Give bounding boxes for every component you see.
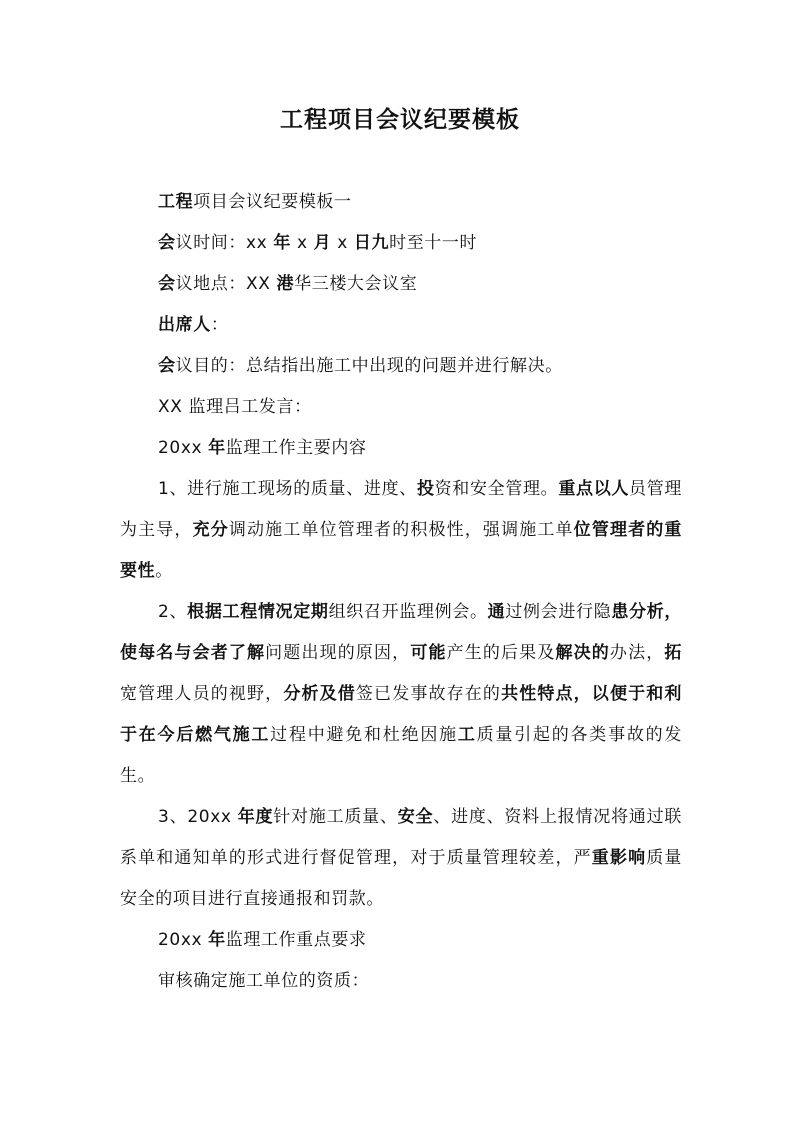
- text-run: 投: [416, 479, 435, 499]
- paragraph-item-1: [120, 469, 682, 592]
- text-run: ：: [210, 315, 229, 335]
- text-run: 年: [208, 438, 226, 458]
- document-body: [120, 182, 682, 1002]
- paragraph-template-name: [120, 182, 682, 223]
- document-title: 工程项目会议纪要模板: [280, 107, 520, 133]
- text-run: 通: [487, 602, 506, 622]
- text-run: 年: [208, 930, 226, 950]
- text-run: XX 监理吕工发言：: [158, 397, 312, 417]
- text-run: 议地点：XX: [175, 274, 277, 294]
- paragraph-meeting-location: [120, 264, 682, 305]
- text-run: 调动施工单位管理者的积极性，强调施工单: [228, 520, 574, 540]
- text-run: 办法，: [609, 643, 665, 663]
- text-run: 2、: [158, 602, 188, 622]
- paragraph-meeting-time: [120, 223, 682, 264]
- text-run: 会: [158, 356, 176, 376]
- text-run: 工程: [158, 192, 194, 212]
- paragraph-main-content-heading: [120, 428, 682, 469]
- text-run: 。: [155, 561, 173, 581]
- text-run: 、进度、资料上报情况将通过联系单和通知单的形式进行督促管理，对于质量管理较差，严: [120, 807, 683, 868]
- paragraph-speaker: [120, 387, 682, 428]
- text-run: 签已发事故存在的: [355, 684, 502, 704]
- text-run: 共性特点，以便于和利于在今后燃气施工: [120, 684, 682, 745]
- paragraph-key-requirements-heading: [120, 920, 682, 961]
- text-run: 年度: [237, 807, 274, 827]
- text-run: 解决的: [555, 643, 610, 663]
- text-run: 安全: [397, 807, 434, 827]
- text-run: 宽管理人员的视野，: [120, 684, 284, 704]
- text-run: 会: [158, 233, 176, 253]
- text-run: 重影响: [591, 848, 647, 868]
- text-run: 问题出现的原因，: [265, 643, 411, 663]
- text-run: 拓: [664, 643, 682, 663]
- paragraph-item-2: [120, 592, 682, 797]
- text-run: 患分析，使每名与会者了解: [120, 602, 682, 663]
- text-run: 日九: [353, 233, 390, 253]
- text-run: 1、进行施工现场的质量、进度、: [158, 479, 417, 499]
- paragraph-meeting-purpose: [120, 346, 682, 387]
- text-run: 年: [273, 233, 291, 253]
- text-run: 位管理者的重要性: [120, 520, 683, 581]
- text-run: 时至十一时: [389, 233, 478, 253]
- text-run: 质量引起的各类事故的发生。: [120, 725, 682, 786]
- text-run: 20xx: [158, 930, 209, 950]
- text-run: 分析及借: [283, 684, 356, 704]
- text-run: 过程中避免和杜绝因施: [270, 725, 458, 745]
- text-run: 港: [276, 274, 295, 294]
- text-run: 员管理为主导，: [120, 479, 682, 540]
- text-run: 过例会进行隐: [505, 602, 612, 622]
- text-run: 重点以人: [558, 479, 630, 499]
- paragraph-qualification-review: [120, 961, 682, 1002]
- text-run: 项目会议纪要模板一: [193, 192, 352, 212]
- text-run: 针对施工质量、: [273, 807, 398, 827]
- text-run: 可能: [410, 643, 447, 663]
- text-run: 根据工程情况定期: [187, 602, 329, 622]
- text-run: 华三楼大会议室: [294, 274, 418, 294]
- text-run: 审核确定施工单位的资质：: [158, 971, 370, 991]
- paragraph-attendees: [120, 305, 682, 346]
- text-run: 质量安全的项目进行直接通报和罚款。: [120, 848, 682, 909]
- text-run: 月: [313, 233, 332, 253]
- text-run: 监理工作重点要求: [225, 930, 367, 950]
- paragraph-item-3: [120, 797, 682, 920]
- text-run: 工: [457, 725, 477, 745]
- text-run: 出席人: [158, 315, 211, 335]
- text-run: 组织召开监理例会。: [328, 602, 488, 622]
- text-run: 3、20xx: [158, 807, 238, 827]
- text-run: 议时间：xx: [175, 233, 274, 253]
- text-run: x: [290, 233, 314, 253]
- text-run: x: [331, 233, 354, 253]
- text-run: 议目的：总结指出施工中出现的问题并进行解决。: [175, 356, 563, 376]
- text-run: 20xx: [158, 438, 209, 458]
- text-run: 资和安全管理。: [434, 479, 559, 499]
- text-run: 监理工作主要内容: [225, 438, 367, 458]
- text-run: 充分: [192, 520, 229, 540]
- text-run: 产生的后果及: [446, 643, 556, 663]
- text-run: 会: [158, 274, 176, 294]
